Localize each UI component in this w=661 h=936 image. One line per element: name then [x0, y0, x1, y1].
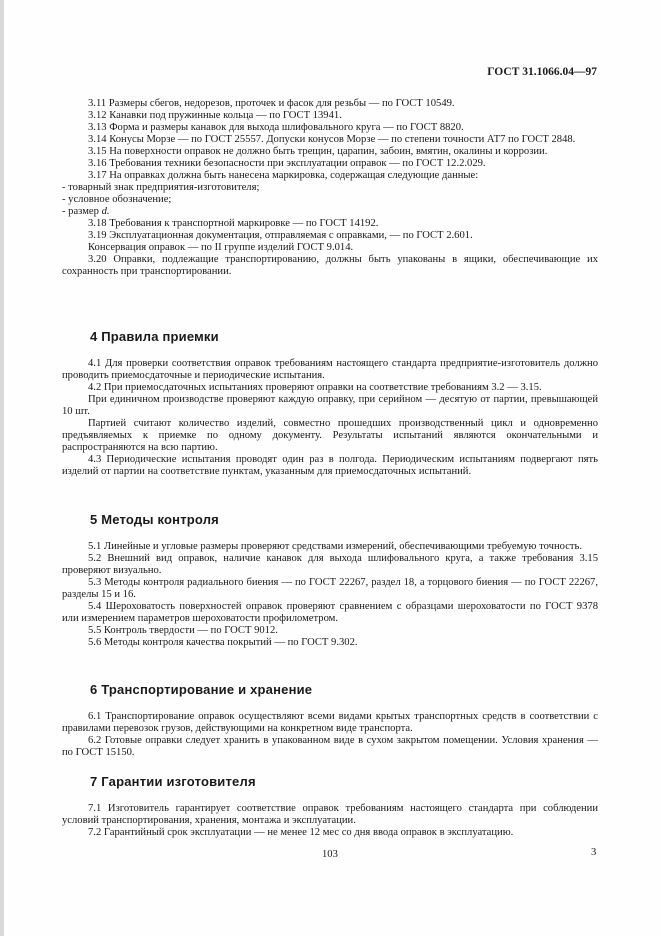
paragraph: 4.3 Периодические испытания проводят один раз в полгода. Периодическим испытаниям подвергают пять изделий от партии на соответствие пунктам, указанным для приемосдаточных испытаний.	[62, 454, 598, 477]
paragraph: 6.1 Транспортирование оправок осуществляют всеми видами крытых транспортных средств в соответствии с правилами перевозок грузов, действующими на конкретном виде транспорта.	[62, 711, 598, 734]
list-item-text: - размер	[62, 206, 102, 217]
paragraph: 5.3 Методы контроля радиального биения — по ГОСТ 22267, раздел 18, а торцового биения — по ГОСТ 22267, разделы 15 и 16.	[62, 577, 598, 600]
section-heading: 7 Гарантии изготовителя	[90, 774, 256, 789]
list-item	[62, 206, 598, 218]
paragraph: 7.2 Гарантийный срок эксплуатации — не менее 12 мес со дня ввода оправок в эксплуатацию.	[88, 827, 514, 838]
paragraph: 5.4 Шероховатость поверхностей оправок проверяют сравнением с образцами шероховатости по ГОСТ 9378 или измерением параметров шероховатости профилометром.	[62, 601, 598, 624]
paragraph: 3.19 Эксплуатационная документация, отправляемая с оправками, — по ГОСТ 2.601.	[88, 230, 473, 241]
section-heading: 6 Транспортирование и хранение	[90, 682, 313, 697]
section-heading: 4 Правила приемки	[90, 329, 219, 344]
document-code: ГОСТ 31.1066.04—97	[487, 66, 597, 78]
scan-edge	[0, 0, 4, 936]
section-body	[62, 711, 598, 759]
paragraph: 3.17 На оправках должна быть нанесена маркировка, содержащая следующие данные:	[88, 170, 479, 181]
paragraph: 5.1 Линейные и угловые размеры проверяют средствами измерений, обеспечивающими требуемую точность.	[88, 541, 583, 552]
paragraph: 4.2 При приемосдаточных испытаниях проверяют оправки на соответствие требованиям 3.2 — 3.15.	[88, 382, 542, 393]
list-item: - товарный знак предприятия-изготовителя;	[62, 182, 260, 193]
paragraph: 5.5 Контроль твердости — по ГОСТ 9012.	[88, 625, 278, 636]
size-variable: d.	[101, 206, 110, 217]
paragraph: Партией считают количество изделий, совместно прошедших производственный цикл и одновременно предъявляемых к приемке по одному документу. Результаты испытаний являются окончательными и распространяются на всю партию.	[62, 418, 598, 453]
section-body	[62, 803, 598, 839]
section-body	[62, 358, 598, 478]
paragraph: 3.18 Требования к транспортной маркировке — по ГОСТ 14192.	[88, 218, 379, 229]
paragraph: 3.20 Оправки, подлежащие транспортированию, должны быть упакованы в ящики, обеспечивающие их сохранность при транспортировании.	[62, 254, 598, 277]
paragraph: 5.2 Внешний вид оправок, наличие канавок для выхода шлифовального круга, а также требования 3.15 проверяют визуально.	[62, 553, 598, 576]
paragraph: 3.12 Канавки под пружинные кольца — по ГОСТ 13941.	[88, 110, 342, 121]
list-item: - условное обозначение;	[62, 194, 172, 205]
sheet-number: 103	[322, 849, 338, 860]
paragraph: 3.15 На поверхности оправок не должно быть трещин, царапин, забоин, вмятин, окалины и коррозии.	[88, 146, 548, 157]
paragraph: 4.1 Для проверки соответствия оправок требованиям настоящего стандарта предприятие-изготовитель должно проводить приемосдаточные и периодические испытания.	[62, 358, 598, 381]
paragraph: 5.6 Методы контроля качества покрытий — по ГОСТ 9.302.	[88, 637, 358, 648]
section-heading: 5 Методы контроля	[90, 512, 219, 527]
page-number: 3	[591, 847, 597, 858]
paragraph: 3.11 Размеры сбегов, недорезов, проточек и фасок для резьбы — по ГОСТ 10549.	[88, 98, 455, 109]
section-body	[62, 541, 598, 649]
paragraph: 3.16 Требования техники безопасности при эксплуатации оправок — по ГОСТ 12.2.029.	[88, 158, 486, 169]
requirements-block	[62, 98, 598, 278]
paragraph: 3.14 Конусы Морзе — по ГОСТ 25557. Допуски конусов Морзе — по степени точности АТ7 по ГОСТ 2848.	[88, 134, 576, 145]
paragraph: 7.1 Изготовитель гарантирует соответствие оправок требованиям настоящего стандарта при соблюдении условий транспортирования, хранения, монтажа и эксплуатации.	[62, 803, 598, 826]
paragraph: 6.2 Готовые оправки следует хранить в упакованном виде в сухом закрытом помещении. Условия хранения — по ГОСТ 15150.	[62, 735, 598, 758]
paragraph: 3.13 Форма и размеры канавок для выхода шлифовального круга — по ГОСТ 8820.	[88, 122, 464, 133]
paragraph: Консервация оправок — по II группе изделий ГОСТ 9.014.	[88, 242, 354, 253]
paragraph: При единичном производстве проверяют каждую оправку, при серийном — десятую от партии, превышающей 10 шт.	[62, 394, 598, 417]
